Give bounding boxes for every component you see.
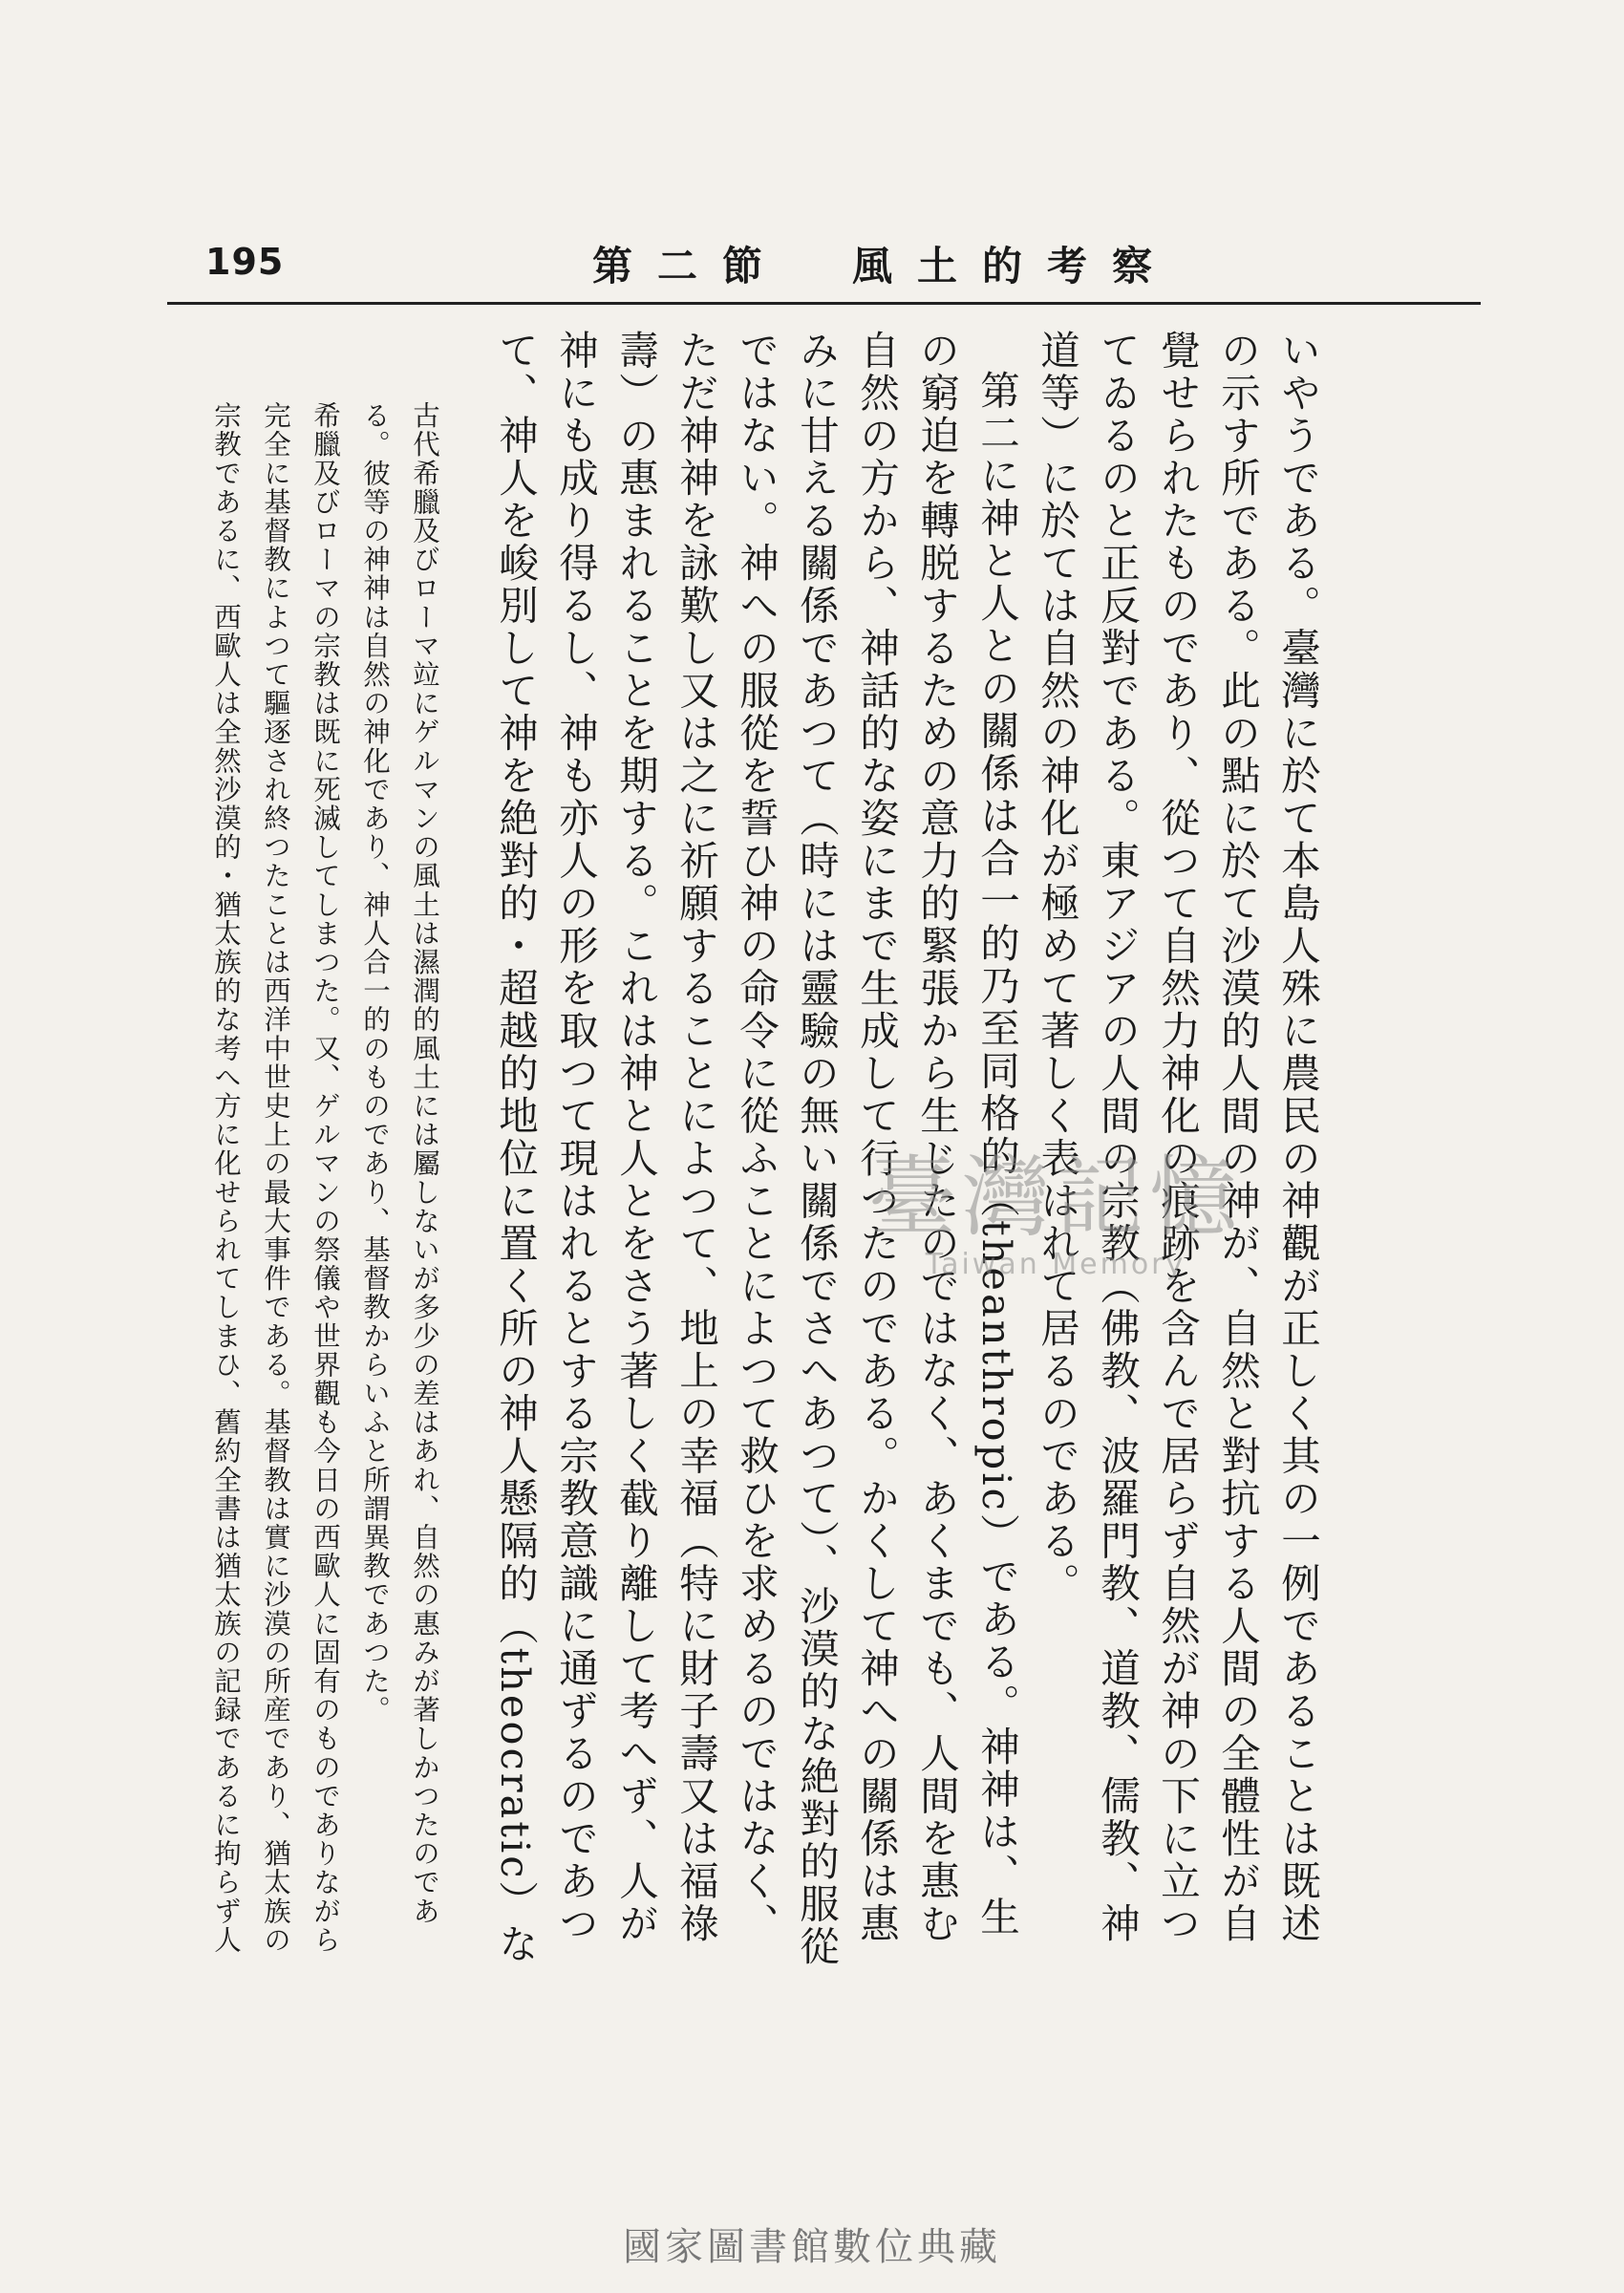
running-title: 第二節 風土的考察 — [592, 243, 1178, 289]
body-paragraph-1: いやうである。臺灣に於て本島人殊に農民の神觀が正しく其の一例であることは既述の示す所である。此の點に於て沙漠的人間の神が、自然と對抗する人間の全體性が自覺せられたものであり、從つて自然力神化の痕跡を含んで居らず自然が神の下に立つてゐるのと正反對である。東アジアの人間の宗教（佛教、波羅門教、道教、儒教、神道等）に於ては自然の神化が極めて著しく表はれて居るのである。 — [1034, 330, 1321, 1945]
body-paragraph-2: 第二に神と人との關係は合一的乃至同格的（theanthropic）である。神神は、生の窮迫を轉脱するための意力的緊張から生じたのではなく、あくまでも、人間を惠む自然の方から、神話的な姿にまで生成して行つたのである。かくして神への關係は惠みに甘える關係であつて（時には靈驗の無い關係でさへあつて）、沙漠的な絶對的服從ではない。神への服從を誓ひ神の命令に從ふことによつて救ひを求めるのではなく、ただ神神を詠歎し又は之に祈願することによつて、地上の幸福（特に財子壽又は福祿壽）の惠まれることを期する。これは神と人とをさう著しく截り離して考へず、人が神にも成り得るし、神も亦人の形を取つて現はれるとする宗教意識に通ずるのであつて、神人を峻別して神を絶對的・超越的地位に置く所の神人懸隔的（theocratic）な — [492, 330, 1020, 1968]
footnote-paragraph-1: 古代希臘及びローマ竝にゲルマンの風土は濕潤的風土には屬しないが多少の差はあれ、自然の惠みが著しかつたのである。彼等の神神は自然の神化であり、神人合一的のものであり、基督教からいふと所謂異教であつた。 — [359, 401, 440, 1926]
watermark-title: 臺灣記憶 — [867, 1146, 1243, 1249]
watermark-subtitle: Taiwan Memory — [925, 1248, 1186, 1281]
page-number: 195 — [205, 241, 285, 283]
header-rule — [167, 302, 1481, 305]
footer-credit: 國家圖書館數位典藏 — [623, 2225, 1001, 2269]
footnotes — [196, 401, 449, 1978]
main-text — [487, 330, 1328, 1973]
footnote-paragraph-2: 希臘及びローマの宗教は既に死滅してしまつた。又、ゲルマンの祭儀や世界觀も今日の西歐人に固有のものでありながら完全に基督教によつて驅逐され終つたことは西洋中世史上の最大事件である。基督教は實に沙漠の所産であり、猶太族の宗教であるに、西歐人は全然沙漠的・猶太族的な考へ方に化せられてしまひ、舊約全書は猶太族の記録であるに拘らず人 — [210, 401, 341, 1955]
